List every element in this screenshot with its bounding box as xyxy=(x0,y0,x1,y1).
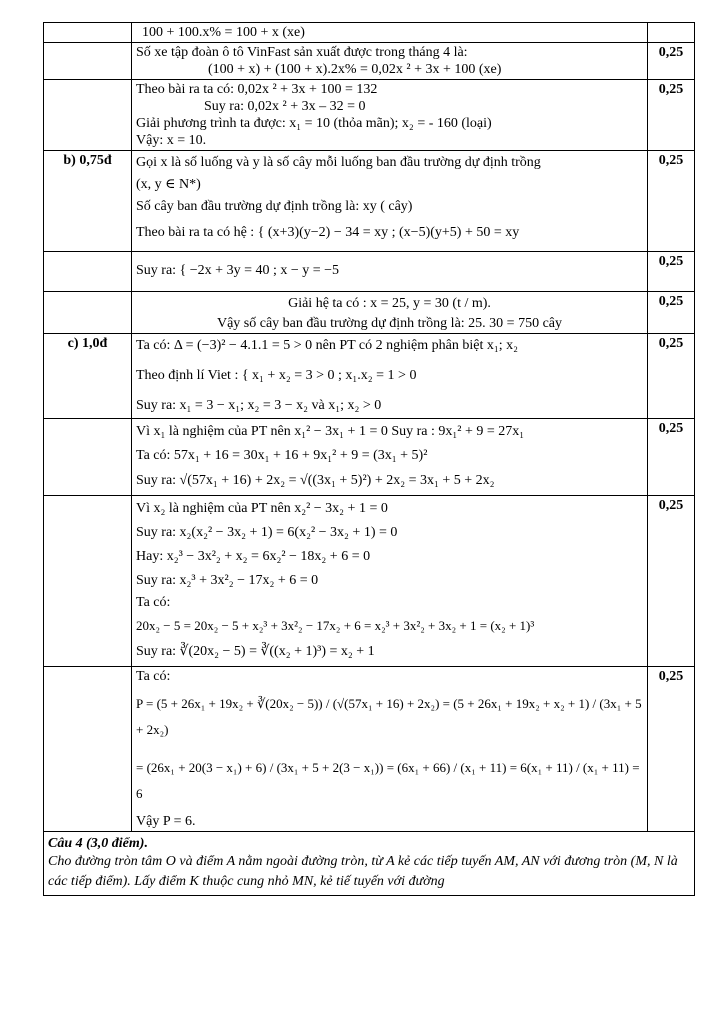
points-cell: 0,25 xyxy=(648,419,695,496)
table-row xyxy=(44,496,695,667)
solution-line: Theo bài ra ta có: 0,02x ² + 3x + 100 = 132 xyxy=(136,82,378,97)
solution-line: Số cây ban đầu trường dự định trồng là: xy ( cây) xyxy=(136,199,413,214)
points-cell xyxy=(648,23,695,43)
points-cell: 0,25 xyxy=(648,496,695,667)
table-row xyxy=(44,23,695,43)
table-row xyxy=(44,252,695,292)
part-label xyxy=(44,252,132,292)
points-cell: 0,25 xyxy=(648,667,695,832)
solution-line: Suy ra: x₂³ + 3x²₂ − 17x₂ + 6 = 0 xyxy=(136,573,319,588)
points-cell: 0,25 xyxy=(648,43,695,80)
question-4-text: Cho đường tròn tâm O và điểm A nằm ngoài đường tròn, từ A kẻ các tiếp tuyến AM, AN với đương tròn (M, N là các tiếp điểm). Lấy điểm K thuộc cung nhỏ MN, kẻ tiế tuyến với đường xyxy=(48,854,678,889)
part-label xyxy=(44,667,132,832)
table-row xyxy=(44,292,695,334)
points-cell: 0,25 xyxy=(648,80,695,151)
solution-line: Ta có: xyxy=(136,669,171,684)
solution-line: Vì x₁ là nghiệm của PT nên x₁² − 3x₁ + 1 = 0 Suy ra : 9x₁² + 9 = 27x₁ xyxy=(136,424,525,439)
question-4-title: Câu 4 (3,0 điểm). xyxy=(48,836,148,851)
solution-line: Giải phương trình ta được: x₁ = 10 (thỏa mãn); x₂ = - 160 (loại) xyxy=(136,116,492,131)
solution-step xyxy=(132,496,648,667)
part-label xyxy=(44,80,132,151)
solution-line: Ta có: 57x₁ + 16 = 30x₁ + 16 + 9x₁² + 9 = (3x₁ + 5)² xyxy=(136,448,428,463)
part-label xyxy=(44,419,132,496)
question-4-cell xyxy=(44,832,695,896)
table-row xyxy=(44,151,695,252)
solution-line: (x, y ∈ N*) xyxy=(136,177,201,192)
points-cell: 0,25 xyxy=(648,292,695,334)
solution-line: 20x₂ − 5 = 20x₂ − 5 + x₂³ + 3x²₂ − 17x₂ + 6 = x₂³ + 3x²₂ + 3x₂ + 1 = (x₂ + 1)³ xyxy=(136,618,535,633)
solution-step xyxy=(132,334,648,419)
solution-line: Số xe tập đoàn ô tô VinFast sản xuất được trong tháng 4 là: xyxy=(136,45,468,60)
solution-line: Suy ra: x₁ = 3 − x₁; x₂ = 3 − x₂ và x₁; x₂ > 0 xyxy=(136,398,382,413)
points-cell: 0,25 xyxy=(648,252,695,292)
solution-step xyxy=(132,151,648,252)
table-row xyxy=(44,667,695,832)
solution-line: Hay: x₂³ − 3x²₂ + x₂ = 6x₂² − 18x₂ + 6 = 0 xyxy=(136,549,371,564)
solution-line: Vậy P = 6. xyxy=(136,814,196,829)
table-row xyxy=(44,43,695,80)
solution-line: Giải hệ ta có : x = 25, y = 30 (t / m). xyxy=(288,296,491,311)
table-row xyxy=(44,419,695,496)
solution-line: P = (5 + 26x₁ + 19x₂ + ∛(20x₂ − 5)) / (√(57x₁ + 16) + 2x₂) = (5 + 26x₁ + 19x₂ + x₂ + 1) / (3x₁ + 5 + 2x₂) xyxy=(136,696,642,737)
solution-step xyxy=(132,23,648,43)
part-label xyxy=(44,496,132,667)
solution-line: Vậy: x = 10. xyxy=(136,133,207,148)
points-cell: 0,25 xyxy=(648,151,695,252)
solution-step xyxy=(132,43,648,80)
solution-line: Theo bài ra ta có hệ : { (x+3)(y−2) − 34 = xy ; (x−5)(y+5) + 50 = xy xyxy=(136,225,520,240)
table-row xyxy=(44,334,695,419)
part-label xyxy=(44,43,132,80)
solution-line: Suy ra: 0,02x ² + 3x – 32 = 0 xyxy=(204,99,366,114)
part-label xyxy=(44,23,132,43)
solution-line: Suy ra: { −2x + 3y = 40 ; x − y = −5 xyxy=(136,263,340,278)
solution-step xyxy=(132,80,648,151)
solution-line: Theo định lí Viet : { x₁ + x₂ = 3 > 0 ; x₁.x₂ = 1 > 0 xyxy=(136,368,417,383)
solution-line: 100 + 100.x% = 100 + x (xe) xyxy=(142,25,305,40)
part-label xyxy=(44,292,132,334)
solution-line: Suy ra: √(57x₁ + 16) + 2x₂ = √((3x₁ + 5)²) + 2x₂ = 3x₁ + 5 + 2x₂ xyxy=(136,473,495,488)
solution-line: Vậy số cây ban đầu trường dự định trồng là: 25. 30 = 750 cây xyxy=(216,316,563,331)
solution-step xyxy=(132,667,648,832)
solution-line: Ta có: xyxy=(136,595,171,610)
part-label: c) 1,0đ xyxy=(44,334,132,419)
points-cell: 0,25 xyxy=(648,334,695,419)
solution-line: (100 + x) + (100 + x).2x% = 0,02x ² + 3x + 100 (xe) xyxy=(208,62,502,77)
solution-line: Vì x₂ là nghiệm của PT nên x₂² − 3x₂ + 1 = 0 xyxy=(136,501,388,516)
solution-line: Suy ra: ∛(20x₂ − 5) = ∛((x₂ + 1)³) = x₂ + 1 xyxy=(136,644,375,659)
question-4-row xyxy=(44,832,695,896)
solution-line: Suy ra: x₂(x₂² − 3x₂ + 1) = 6(x₂² − 3x₂ + 1) = 0 xyxy=(136,525,398,540)
part-label: b) 0,75đ xyxy=(44,151,132,252)
solution-step xyxy=(132,419,648,496)
table-row xyxy=(44,80,695,151)
solution-line: Ta có: Δ = (−3)² − 4.1.1 = 5 > 0 nên PT có 2 nghiệm phân biệt x₁; x₂ xyxy=(136,338,518,353)
solution-line: = (26x₁ + 20(3 − x₁) + 6) / (3x₁ + 5 + 2(3 − x₁)) = (6x₁ + 66) / (x₁ + 11) = 6(x₁ + 11) / (x₁ + 11) = 6 xyxy=(136,760,640,801)
solution-line: Gọi x là số luống và y là số cây mỗi luống ban đầu trường dự định trồng xyxy=(136,155,541,170)
solution-table-page xyxy=(43,22,695,896)
solution-table xyxy=(43,22,695,896)
solution-step xyxy=(132,292,648,334)
solution-step xyxy=(132,252,648,292)
